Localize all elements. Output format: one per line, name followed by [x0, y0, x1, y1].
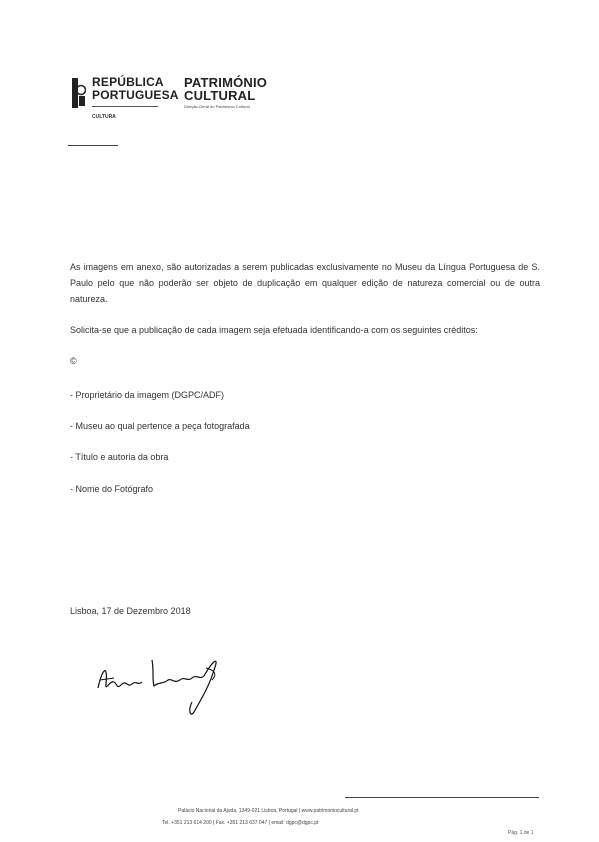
credit-museum: - Museu ao qual pertence a peça fotografada — [70, 421, 250, 431]
republica-portuguesa-logo — [72, 74, 179, 124]
credit-photographer: - Nome do Fotógrafo — [70, 484, 154, 494]
republica-line1: REPÚBLICA — [92, 75, 164, 89]
header-rule — [68, 145, 118, 146]
paragraph-credits-request: Solicita-se que a publicação de cada imagem seja efetuada identificando-a com os seguintes créditos: — [70, 325, 478, 335]
patrimonio-cultural-logo — [184, 76, 274, 116]
footer-address: Palácio Nacional da Ajuda, 1349-021 Lisboa, Portugal | www.patrimoniocultural.pt — [178, 808, 359, 814]
page-number: Pág. 1 de 1 — [508, 830, 534, 836]
credit-title: - Título e autoria da obra — [70, 452, 169, 462]
paragraph-authorization: As imagens em anexo, são autorizadas a serem publicadas exclusivamente no Museu da Língua Portuguesa de S. Paulo pelo que não poderão ser objeto de duplicação em qualquer edição de natureza comercial ou de outra natureza. — [70, 262, 540, 304]
credit-owner: - Proprietário da imagem (DGPC/ADF) — [70, 390, 225, 400]
handwritten-signature — [94, 640, 234, 720]
credit-copyright: © — [70, 356, 77, 366]
patrimonio-line2: CULTURAL — [184, 88, 256, 103]
patrimonio-line1: PATRIMÓNIO — [184, 75, 268, 90]
footer-contacts: Tel. +351 213 614 200 | Fax. +351 213 637 047 | email: dgpc@dgpc.pt — [162, 820, 319, 826]
republica-rule — [92, 106, 158, 107]
patrimonio-sub: Direção-Geral do Património Cultural — [184, 104, 250, 109]
republica-line2: PORTUGUESA — [92, 88, 179, 102]
republica-emblem-icon — [72, 78, 86, 108]
document-date: Lisboa, 17 de Dezembro 2018 — [70, 606, 191, 616]
footer-rule — [345, 797, 539, 798]
republica-sub: CULTURA — [92, 114, 116, 120]
